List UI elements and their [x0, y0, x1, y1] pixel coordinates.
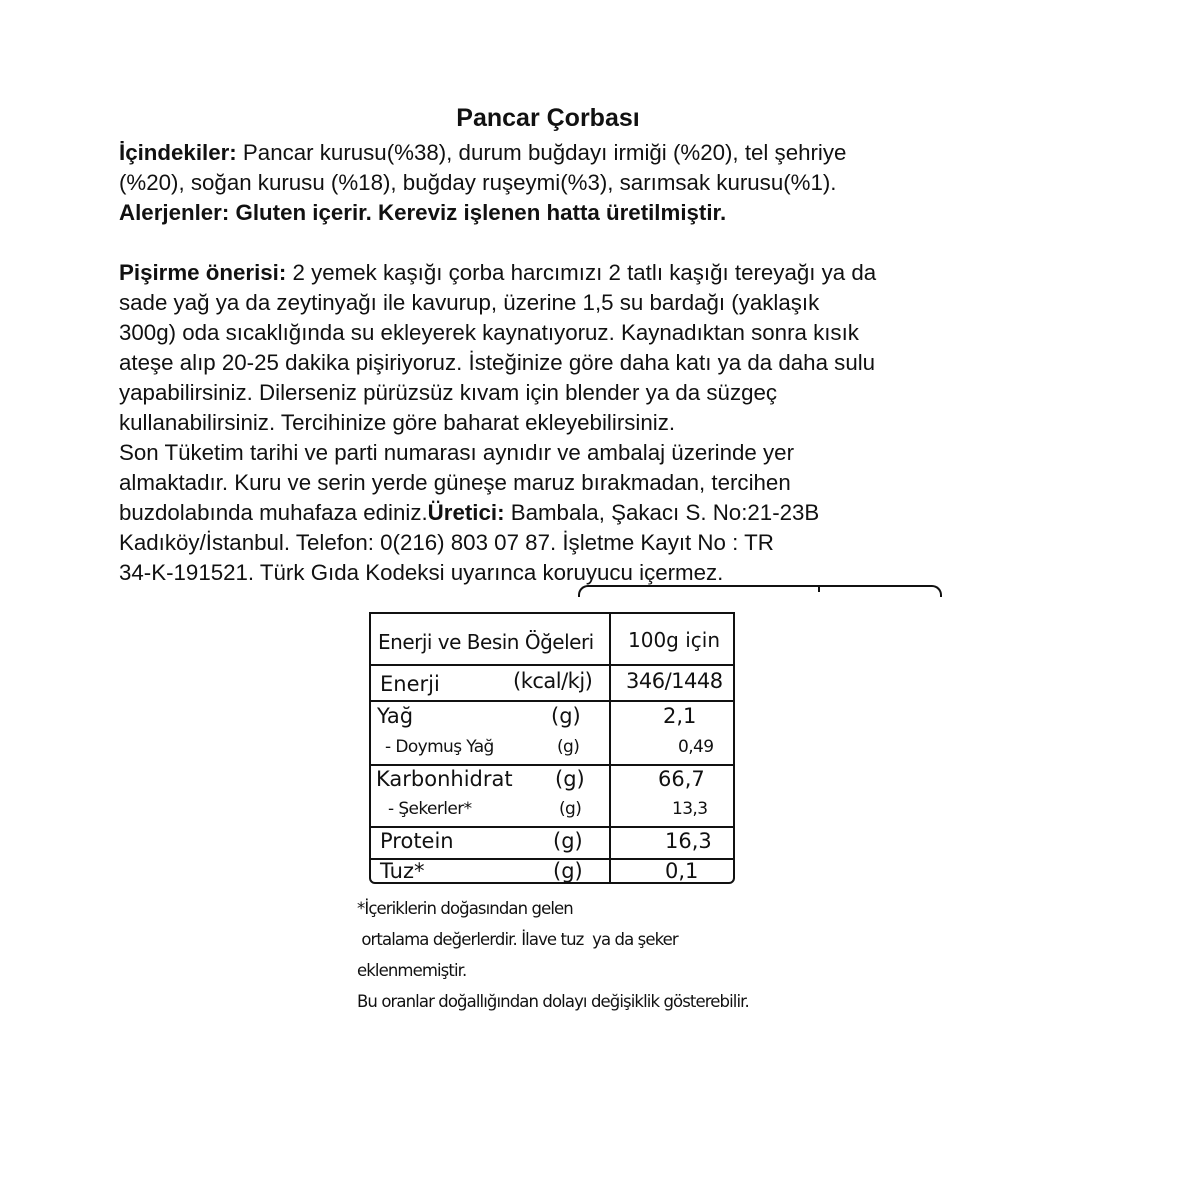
row-saturated-value: 0,49 — [678, 737, 714, 757]
row-fat-value: 2,1 — [663, 704, 697, 728]
row-sugar-unit: (g) — [559, 799, 582, 819]
storage-line-1: Son Tüketim tarihi ve parti numarası aynıdır ve ambalaj üzerinde yer — [119, 440, 795, 465]
storage-line-3: buzdolabında muhafaza ediniz.Üretici: Bambala, Şakacı S. No:21-23B — [119, 500, 820, 525]
cropped-box-tick — [818, 585, 820, 592]
row-energy-name: Enerji — [380, 672, 440, 696]
footnote-line-2: ortalama değerlerdir. İlave tuz ya da şeker — [357, 930, 678, 949]
cropped-box-edge — [578, 585, 942, 597]
storage-line-4: Kadıköy/İstanbul. Telefon: 0(216) 803 07 87. İşletme Kayıt No : TR — [119, 530, 774, 555]
row-fat-name: Yağ — [377, 704, 414, 728]
row-divider — [371, 826, 733, 828]
row-protein-value: 16,3 — [665, 829, 712, 853]
cooking-line-1: Pişirme önerisi: 2 yemek kaşığı çorba harcımızı 2 tatlı kaşığı tereyağı ya da — [119, 260, 877, 285]
footnote-line-3: eklenmemiştir. — [357, 961, 467, 980]
allergens-line: Alerjenler: Gluten içerir. Kereviz işlenen hatta üretilmiştir. — [119, 200, 727, 225]
cooking-line-3: 300g) oda sıcaklığında su ekleyerek kaynatıyoruz. Kaynadıktan sonra kısık — [119, 320, 859, 345]
row-salt-value: 0,1 — [665, 859, 699, 883]
row-protein-name: Protein — [380, 829, 454, 853]
row-protein-unit: (g) — [553, 829, 583, 853]
ingredients-line-1: İçindekiler: Pancar kurusu(%38), durum buğdayı irmiği (%20), tel şehriye — [119, 140, 847, 165]
row-energy-value: 346/1448 — [626, 669, 723, 693]
cooking-line-4: ateşe alıp 20-25 dakika pişiriyoruz. İsteğinize göre daha katı ya da daha sulu — [119, 350, 876, 375]
row-carb-value: 66,7 — [658, 767, 705, 791]
cooking-label: Pişirme önerisi: — [119, 260, 287, 285]
cooking-line-2: sade yağ ya da zeytinyağı ile kavurup, üzerine 1,5 su bardağı (yaklaşık — [119, 290, 820, 315]
storage-line-2: almaktadır. Kuru ve serin yerde güneşe maruz bırakmadan, tercihen — [119, 470, 791, 495]
row-sugar-name: - Şekerler* — [388, 799, 472, 819]
ingredients-label: İçindekiler: — [119, 140, 237, 165]
row-carb-name: Karbonhidrat — [376, 767, 513, 791]
spacer — [119, 228, 999, 258]
row-fat-unit: (g) — [551, 704, 581, 728]
cooking-line-5: yapabilirsiniz. Dilerseniz pürüzsüz kıvam için blender ya da süzgeç — [119, 380, 778, 405]
row-salt-name: Tuz* — [380, 859, 425, 883]
row-energy-unit: (kcal/kj) — [513, 669, 593, 693]
row-carb-unit: (g) — [555, 767, 585, 791]
header-label: Enerji ve Besin Öğeleri — [378, 630, 594, 654]
cooking-line-6: kullanabilirsiniz. Tercihinize göre baharat ekleyebilirsiniz. — [119, 410, 676, 435]
row-divider — [371, 664, 733, 666]
footnote-line-1: *İçeriklerin doğasından gelen — [357, 899, 573, 918]
product-title: Pancar Çorbası — [456, 104, 640, 132]
row-saturated-name: - Doymuş Yağ — [385, 737, 494, 757]
ingredients-line-2: (%20), soğan kurusu (%18), buğday ruşeymi(%3), sarımsak kurusu(%1). — [119, 170, 837, 195]
row-divider — [371, 764, 733, 766]
storage-line-5: 34-K-191521. Türk Gıda Kodeksi uyarınca koruyucu içermez. — [119, 560, 724, 585]
footnote — [357, 893, 797, 1017]
row-sugar-value: 13,3 — [672, 799, 708, 819]
row-salt-unit: (g) — [553, 859, 583, 883]
row-saturated-unit: (g) — [557, 737, 580, 757]
row-divider — [371, 700, 733, 702]
producer-label: Üretici: — [427, 500, 505, 525]
nutrition-table — [369, 612, 735, 884]
label-text — [119, 138, 999, 588]
header-value: 100g için — [628, 628, 721, 652]
footnote-line-4: Bu oranlar doğallığından dolayı değişiklik gösterebilir. — [357, 992, 749, 1011]
column-divider — [609, 614, 611, 882]
